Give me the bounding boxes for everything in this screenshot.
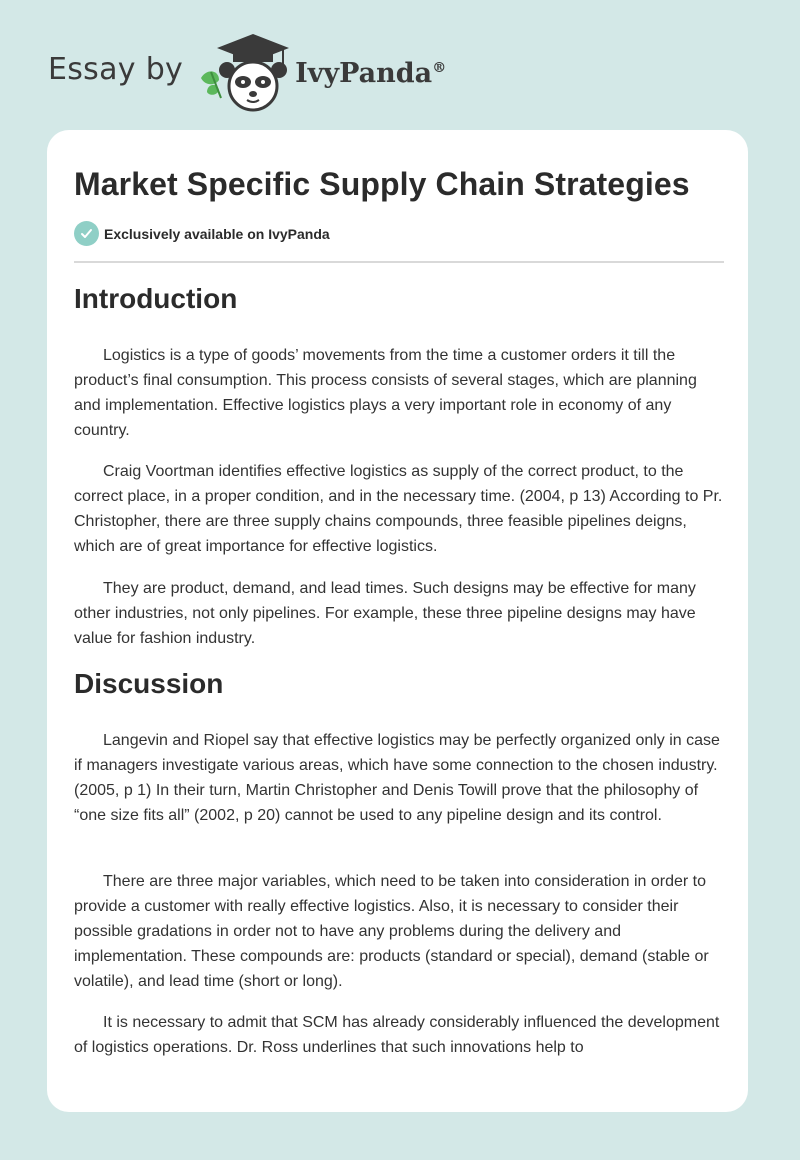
panda-logo-icon <box>197 32 289 112</box>
check-circle-icon <box>74 221 99 246</box>
section-heading-introduction: Introduction <box>74 283 238 314</box>
section-heading-discussion: Discussion <box>74 668 224 699</box>
divider <box>74 261 724 263</box>
badge-text: Exclusively available on IvyPanda <box>104 225 330 242</box>
essay-card <box>47 130 748 1112</box>
paragraph: It is necessary to admit that SCM has already considerably influenced the development of logistics operations. Dr. Ross underlines that such innovations help to <box>74 1014 720 1056</box>
paragraph: They are product, demand, and lead times. Such designs may be effective for many other industries, not only pipelines. For example, these three pipeline designs may have value for fashion industry. <box>74 580 696 647</box>
paragraph: Craig Voortman identifies effective logistics as supply of the correct product, to the correct place, in a proper condition, and in the necessary time. (2004, p 13) According to Pr. Christopher, there are three supply chains compounds, three feasible pipelines deigns, which are of great importance for effective logistics. <box>74 463 723 555</box>
paragraph: Langevin and Riopel say that effective logistics may be perfectly organized only in case if managers investigate various areas, which have some connection to the chosen industry. (2005, p 1) In their turn, Martin Christopher and Denis Towill prove that the philosophy of “one size fits all” (2002, p 20) cannot be used to any pipeline design and its control. <box>74 732 720 824</box>
paragraph: Logistics is a type of goods’ movements from the time a customer orders it till the product’s final consumption. This process consists of several stages, which are planning and implementation. Effective logistics plays a very important role in economy of any country. <box>74 347 697 439</box>
exclusive-badge <box>74 221 330 246</box>
paragraph: There are three major variables, which need to be taken into consideration in order to provide a customer with really effective logistics. Also, it is necessary to consider their possible gradations in order not to have any problems during the delivery and implementation. These compounds are: products (standard or special), demand (stable or volatile), and lead time (short or long). <box>74 873 709 990</box>
brand-header <box>48 32 468 112</box>
brand-name: IvyPanda® <box>295 57 447 89</box>
brand-prefix: Essay by <box>48 51 184 87</box>
page-title: Market Specific Supply Chain Strategies <box>74 166 690 202</box>
